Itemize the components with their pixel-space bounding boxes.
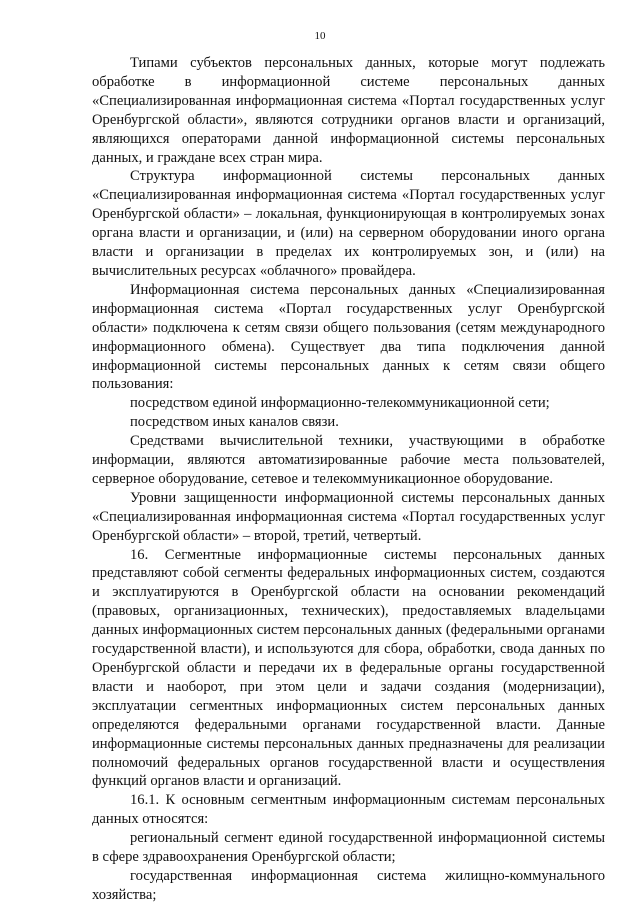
paragraph-network-connection: Информационная система персональных данных «Специализированная информационная система «Портал государственных услуг Оренбургской области» подключена к сетям связи общего пользования (сетям международного информационного обмена). Существует два типа подключения данной информационной системы персональных данных к сетям связи общего пользования:: [92, 281, 605, 393]
paragraph-computing-equipment: Средствами вычислительной техники, участвующими в обработке информации, являются автоматизированные рабочие места пользователей, серверное оборудование, сетевое и телекоммуникационное оборудование.: [92, 433, 605, 487]
paragraph-structure: Структура информационной системы персональных данных «Специализированная информационная система «Портал государственных услуг Оренбургской области» – локальная, функционирующая в контролируемых зонах органа власти и организации, и (или) на серверном оборудовании иного органа власти и организации в пределах их контролируемых зон, и (или) на вычислительных ресурсах «облачного» провайдера.: [92, 168, 605, 279]
list-item-healthcare-segment: региональный сегмент единой государственной информационной системы в сфере здравоохранения Оренбургской области;: [92, 830, 605, 866]
list-item-housing-system: государственная информационная система жилищно-коммунального хозяйства;: [92, 867, 605, 903]
paragraph-security-levels: Уровни защищенности информационной системы персональных данных «Специализированная информационная система «Портал государственных услуг Оренбургской области» – второй, третий, четвертый.: [92, 489, 605, 544]
list-item-other-channels: посредством иных каналов связи.: [130, 414, 339, 431]
document-body: [92, 54, 605, 905]
page-number: 10: [314, 30, 326, 42]
list-item-unified-network: посредством единой информационно-телекоммуникационной сети;: [130, 395, 550, 412]
paragraph-section-16: 16. Сегментные информационные системы персональных данных представляют собой сегменты федеральных информационных систем, создаются и эксплуатируются в Оренбургской области на основании рекомендаций (правовых, организационных, технических), предоставляемых владельцами данных информационных систем персональных данных (федеральными органами государственной власти), и используются для сбора, обработки, свода данных по Оренбургской области и передачи их в федеральные органы государственной власти и наоборот, при этом цели и задачи создания (модернизации), эксплуатации сегментных информационных систем персональных данных определяются федеральными органами государственной власти. Данные информационные системы персональных данных предназначены для реализации полномочий федеральных органов государственной власти и осуществления функций органов власти и организаций.: [92, 546, 605, 790]
paragraph-section-16-1: 16.1. К основным сегментным информационным системам персональных данных относятся:: [92, 792, 605, 828]
paragraph-subject-types: Типами субъектов персональных данных, которые могут подлежать обработке в информационной системе персональных данных «Специализированная информационная система «Портал государственных услуг Оренбургской области», являются сотрудники органов власти и организаций, являющихся операторами данной информационной системы персональных данных, и граждане всех стран мира.: [92, 55, 605, 166]
